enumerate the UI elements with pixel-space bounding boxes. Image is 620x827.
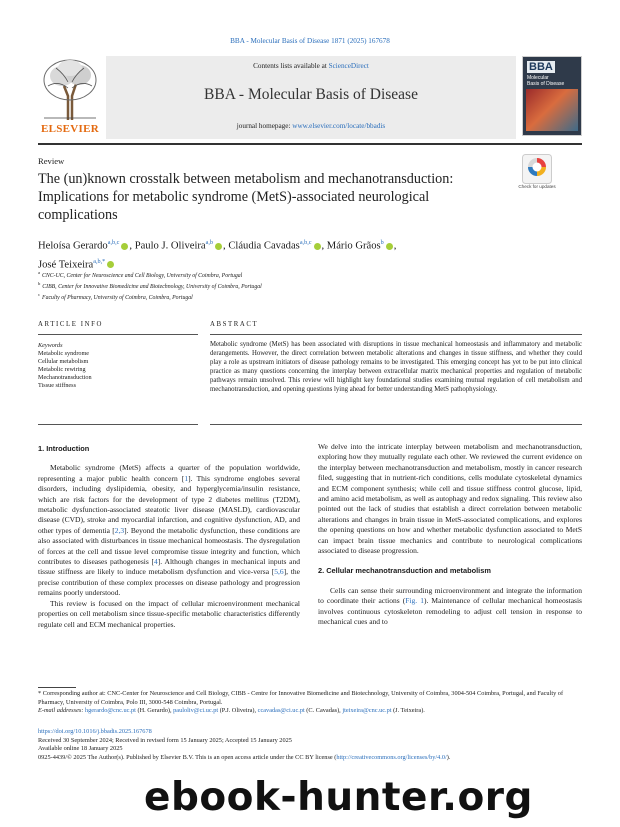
affiliation-text: CIBB, Center for Innovative Biomedicine and Biotechnology, University of Coimbra, Portugal xyxy=(42,284,262,291)
article-info-heading: ARTICLE INFO xyxy=(38,321,104,328)
author-affiliation-marker[interactable]: b xyxy=(380,239,384,246)
footnotes xyxy=(38,690,582,716)
journal-cover-thumbnail xyxy=(522,56,582,136)
sec2-text-b: ). Maintenance of cellular mechanical homeostasis involves continuous cytoskeleton remodeling to adjust cell tension in response to mechanical cues and to xyxy=(318,596,582,627)
author-affiliation-marker[interactable]: a,b,c xyxy=(299,239,312,246)
homepage-prefix: journal homepage: xyxy=(236,122,293,130)
orcid-icon[interactable] xyxy=(121,243,128,250)
license-close: ). xyxy=(446,754,451,762)
keywords-heading: Keywords xyxy=(38,342,63,349)
article-info-bottom-rule xyxy=(38,424,198,425)
citation-link[interactable]: 2,3 xyxy=(114,525,125,535)
affiliation-line xyxy=(38,269,578,280)
sciencedirect-link[interactable]: ScienceDirect xyxy=(328,62,369,70)
cover-subtitle xyxy=(527,75,564,87)
orcid-icon[interactable] xyxy=(386,243,393,250)
section-2-heading: 2. Cellular mechanotransduction and metabolism xyxy=(318,566,491,576)
intro-p1-text-c: ]. Beyond the metabolic dysfunction, these conditions are also associated with disturbances in tissue mechanical homeostasis. The dysregulation of forces at the cell and tissue level compromise tissue integrity and function, which contributes to diseases pathogenesis [ xyxy=(38,525,300,567)
abstract-bottom-rule xyxy=(210,424,582,425)
keyword-item: Mechanotransduction xyxy=(38,374,92,381)
homepage-link[interactable]: www.elsevier.com/locate/bbadis xyxy=(292,122,386,130)
journal-homepage xyxy=(106,122,516,130)
author-affiliation-marker[interactable]: a,b xyxy=(205,239,214,246)
available-online: Available online 18 January 2025 xyxy=(38,745,123,753)
intro-paragraph-3: We delve into the intricate interplay between metabolism and mechanotransduction, exploring how they mutually regulate each other. We reviewed the current evidence on the interplay between mechanotransduction and metabolism, mostly in cancer research filed, suggesting that in nutrient-rich conditions, cells modulate cytoskeletal dynamics and ECM component synthesis; while cell and tissue stiffness control glucose, lipid, and amino acid metabolism, as well as autophagy and redox signaling. This review also pointed out the lack of studies that establish a direct correlation between metabolic alterations and changes in brain tissue in MetS-associated complications, and explores the opening questions on how and whether metabolic dysfunction associated to MetS can impact brain tissue mechanics and contribute to neurological complications associated to disease progression. xyxy=(318,442,582,556)
keyword-item: Metabolic syndrome xyxy=(38,350,90,357)
section-1-heading: 1. Introduction xyxy=(38,444,90,453)
contents-prefix: Contents lists available at xyxy=(253,62,329,70)
orcid-icon[interactable] xyxy=(107,261,114,268)
abstract-heading: ABSTRACT xyxy=(210,321,259,328)
journal-name: BBA - Molecular Basis of Disease xyxy=(204,86,418,103)
author-name[interactable]: José Teixeira xyxy=(38,259,94,271)
article-title: The (un)known crosstalk between metabolism and mechanotransduction: Implications for metabolic syndrome (MetS)-associated neurological complications xyxy=(38,171,454,223)
intro-p1-text-a: Metabolic syndrome (MetS) affects a quarter of the population worldwide, representing a major public health concern [ xyxy=(38,463,300,483)
citation-link[interactable]: 5,6 xyxy=(274,567,284,577)
author-name[interactable]: Cláudia Cavadas xyxy=(228,240,300,252)
affiliation-tag: a xyxy=(38,270,41,275)
email-owner: (P.J. Oliveira), xyxy=(218,707,258,715)
keyword-item: Cellular metabolism xyxy=(38,358,89,365)
author-list: Heloísa Gerardo$^{a,b,c}$ , Paulo J. Oliveira$^{a,b}$ , Cláudia Cavadas$^{a,b,c}$ , Mário Grãos$^b$ , José Teixeira$^{a,b,*}$ xyxy=(38,239,397,271)
abstract-rule xyxy=(210,334,582,335)
keyword-item: Metabolic rewiring xyxy=(38,366,86,373)
watermark: ebook-hunter.org xyxy=(144,775,533,820)
affiliation-line xyxy=(38,280,578,291)
affiliation-line xyxy=(38,291,578,302)
footnote-rule xyxy=(38,687,76,688)
abstract-text: Metabolic syndrome (MetS) has been associated with disruptions in tissue mechanical homeostasis and inflammatory and metabolic derangements. However, the direct correlation between metabolic alterations and changes in tissue stiffness, and whether they could play a role as upstream initiators of disease pathology remains to be investigated. This emerging concept has yet to be put into clinical practice as many questions concerning the interplay between extracellular matrix mechanical properties and regulation of metabolic pathways remain unsolved. This review will highlight key foundational studies examining mutual regulation of cell metabolism and mechanotransduction, and opening questions lying ahead for better understanding MetS pathophysiology. xyxy=(210,341,582,394)
author-name[interactable]: Heloísa Gerardo xyxy=(38,240,108,252)
license-text: 0925-4439/© 2025 The Author(s). Published by Elsevier B.V. This is an open access article under the CC BY license ( xyxy=(38,754,337,762)
author-name[interactable]: Mário Grãos xyxy=(326,240,381,252)
license-line xyxy=(38,754,582,763)
section-2-paragraph-1 xyxy=(318,586,582,628)
email-owner: (J. Teixeira). xyxy=(391,707,425,715)
author-affiliation-marker[interactable]: a,b,c xyxy=(107,239,120,246)
article-type: Review xyxy=(38,156,65,166)
contents-line xyxy=(106,62,516,70)
intro-paragraph-1 xyxy=(38,463,300,598)
license-link[interactable]: http://creativecommons.org/licenses/by/4.0/ xyxy=(336,754,447,762)
keyword-item: Tissue stiffness xyxy=(38,382,76,389)
affiliation-tag: b xyxy=(38,281,41,287)
cover-subtitle-2: Basis of Disease xyxy=(527,81,565,87)
email-owner: (H. Gerardo), xyxy=(135,707,174,715)
email-label: E-mail addresses: xyxy=(38,707,84,715)
elsevier-wordmark: ELSEVIER xyxy=(40,123,100,135)
check-for-updates-icon[interactable] xyxy=(522,154,552,184)
email-link[interactable]: jteixeira@cnc.uc.pt xyxy=(342,707,392,715)
author-affiliation-marker[interactable]: a,b,* xyxy=(93,257,106,265)
keywords-block xyxy=(38,342,198,390)
figure-link[interactable]: Fig. 1 xyxy=(405,596,424,606)
publication-info xyxy=(38,728,582,763)
intro-paragraph-2: This review is focused on the impact of cellular microenvironment mechanical properties on cell metabolism since tissue-specific metabolic characteristics differently regulate cell and ECM mechanical properties. xyxy=(38,598,300,629)
affiliation-text: Faculty of Pharmacy, University of Coimbra, Coimbra, Portugal xyxy=(42,295,193,302)
orcid-icon[interactable] xyxy=(314,243,321,250)
email-link[interactable]: pauloliv@ci.uc.pt xyxy=(173,707,219,715)
affiliation-text: CNC-UC, Center for Neuroscience and Cell Biology, University of Coimbra, Portugal xyxy=(42,272,243,279)
doi-link[interactable]: https://doi.org/10.1016/j.bbadis.2025.167678 xyxy=(38,728,152,735)
cover-image xyxy=(526,89,578,131)
body-left-column xyxy=(38,444,300,630)
email-link[interactable]: hgerardo@cnc.uc.pt xyxy=(85,707,136,715)
corresponding-author-note: * Corresponding author at: CNC-Center for Neuroscience and Cell Biology, CIBB - Centre for Innovative Biomedicine and Biotechnology, University of Coimbra, 3004-504 Coimbra, Portugal, and Faculty of Pharmacy, University of Coimbra, Polo III, 3000-548 Coimbra, Portugal. xyxy=(38,690,564,706)
cover-title: BBA xyxy=(529,61,553,73)
orcid-icon[interactable] xyxy=(215,243,222,250)
body-right-column xyxy=(318,442,582,628)
journal-banner xyxy=(38,56,582,139)
banner-rule xyxy=(38,143,582,145)
citation-link[interactable]: 1 xyxy=(184,473,189,483)
intro-p1-text-b: ]. This syndrome englobes several disorders, including dyslipidemia, obesity, and hyperglycemia/insulin resistance, which are risk factors for the development of type 2 diabetes mellitus (T2DM), metabolic dysfunction-associated steatotic liver disease (MASLD), cardiovascular disease (CVD), stroke and myocardial infarction, and cognitive dysfunction, AD, and other types of dementia [ xyxy=(38,473,301,535)
email-addresses xyxy=(38,707,582,716)
article-info-rule xyxy=(38,334,198,335)
cover-subtitle-1: Molecular xyxy=(527,75,549,81)
email-link[interactable]: ccavadas@ci.uc.pt xyxy=(257,707,305,715)
citation-link[interactable]: 4 xyxy=(154,557,158,567)
affiliations xyxy=(38,269,578,302)
check-for-updates-label: Check for updates xyxy=(518,184,556,189)
sec2-text-a: Cells can sense their surrounding microenvironment and integrate the information to coordinate their actions ( xyxy=(318,585,582,606)
banner-center xyxy=(106,56,516,139)
affiliation-tag: c xyxy=(38,292,41,298)
intro-p1-text-d: ]. Although changes in mechanical inputs and tissue stiffness are likely to induce metabolism dysfunction and vice-versa [ xyxy=(38,557,300,577)
email-owner: (C. Cavadas), xyxy=(304,707,343,715)
received-dates: Received 30 September 2024; Received in revised form 15 January 2025; Accepted 15 January 2025 xyxy=(38,736,292,744)
author-name[interactable]: Paulo J. Oliveira xyxy=(134,240,206,252)
running-header: BBA - Molecular Basis of Disease 1871 (2025) 167678 xyxy=(230,37,390,45)
intro-p1-text-e: ], the precise contribution of these complex processes on disease pathology and progression remains poorly understood. xyxy=(38,567,300,598)
